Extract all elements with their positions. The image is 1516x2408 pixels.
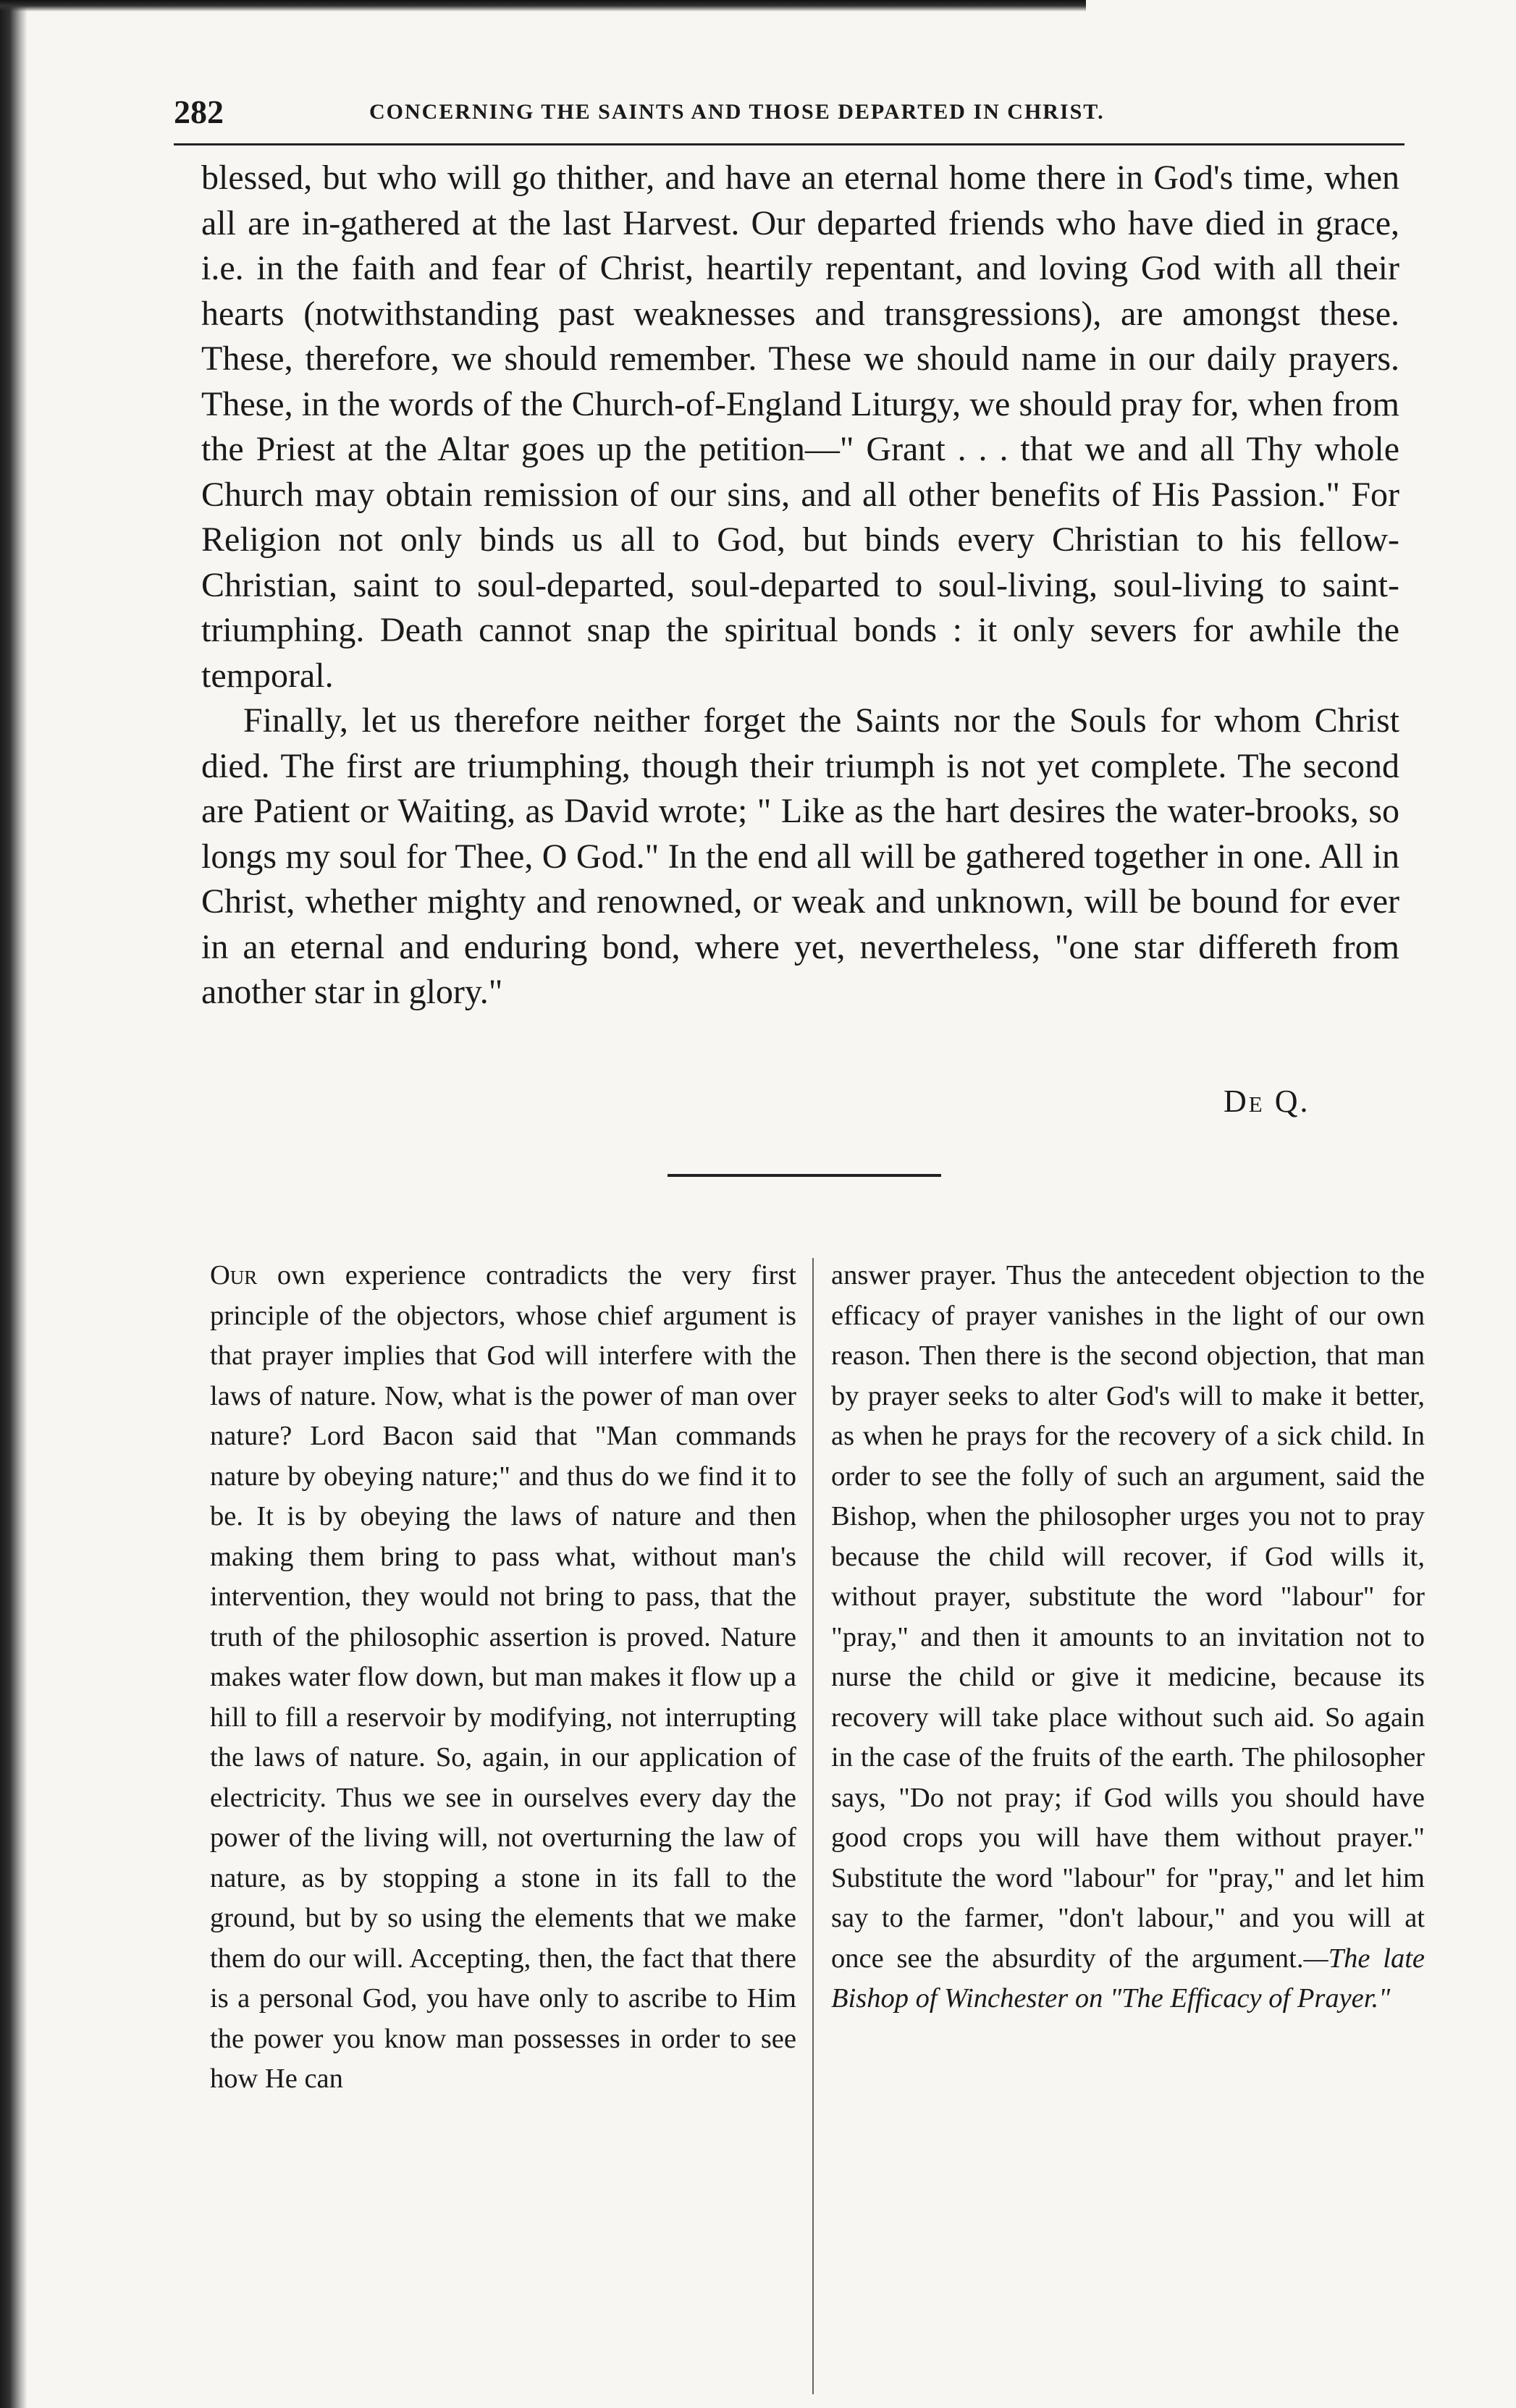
- section-separator: [668, 1174, 941, 1177]
- article-paragraph-1: blessed, but who will go thither, and have an eternal home there in God's time, when all are in-gathered at the last Harvest. Our departed friends who have died in grace, i.e. in the faith and fear of Christ, heartily repentant, and loving God with all their hearts (notwithstanding past weaknesses and transgressions), are amongst these. These, therefore, we should remember. These we should name in our daily prayers. These, in the words of the Church-of-England Liturgy, we should pray for, when from the Priest at the Altar goes up the petition—" Grant . . . that we and all Thy whole Church may obtain remission of our sins, and all other benefits of His Passion." For Religion not only binds us all to God, but binds every Christian to his fellow-Christian, saint to soul-departed, soul-departed to soul-living, soul-living to saint-triumphing. Death cannot snap the spiritual bonds : it only severs for awhile the temporal.: [201, 159, 1399, 695]
- extract-attribution: —The late Bishop of Winchester on "The Efficacy of Prayer.": [831, 1943, 1425, 2014]
- extract-right-column: [831, 1256, 1425, 2019]
- article-paragraph-2: Finally, let us therefore neither forget the Saints nor the Souls for whom Christ died. The first are triumphing, though their triumph is not yet complete. The second are Patient or Waiting, as David wrote; " Like as the hart desires the water-brooks, so longs my soul for Thee, O God." In the end all will be gathered together in one. All in Christ, whether mighty and renowned, or weak and unknown, will be bound for ever in an eternal and enduring bond, where yet, nevertheless, "one star differeth from another star in glory.": [201, 701, 1399, 1011]
- page-header: [174, 85, 1405, 145]
- page-number: 282: [174, 93, 224, 130]
- column-divider: [812, 1258, 814, 2394]
- extract-left-text: own experience contradicts the very first principle of the objectors, whose chief argument is that prayer implies that God will interfere with the laws of nature. Now, what is the power of man over nature? Lord Bacon said that "Man commands nature by obeying nature;" and thus do we find it to be. It is by obeying the laws of nature and then making them bring to pass what, without man's intervention, they would not bring to pass, that the truth of the philosophic assertion is proved. Nature makes water flow down, but man makes it flow up a hill to fill a reservoir by modifying, not interrupting the laws of nature. So, again, in our application of electricity. Thus we see in ourselves every day the power of the living will, not overturning the law of nature, as by stopping a stone in its fall to the ground, but by so using the elements that we make them do our will. Accepting, then, the fact that there is a personal God, you have only to ascribe to Him the power you know man possesses in order to see how He can: [210, 1260, 797, 2094]
- running-head: CONCERNING THE SAINTS AND THOSE DEPARTED IN CHRIST.: [369, 100, 1105, 124]
- scan-edge-top: [0, 0, 1086, 12]
- author-signature: De Q.: [1224, 1083, 1310, 1119]
- scan-edge-left: [0, 0, 28, 2408]
- extract-first-word: Our: [210, 1260, 258, 1290]
- article-body: [201, 156, 1399, 1015]
- extract-left-column: [210, 1256, 796, 2100]
- extract-right-text: answer prayer. Thus the antecedent objection to the efficacy of prayer vanishes in the light of our own reason. Then there is the second objection, that man by prayer seeks to alter God's will to make it better, as when he prays for the recovery of a sick child. In order to see the folly of such an argument, said the Bishop, when the philosopher urges you not to pray because the child will recover, if God wills it, without prayer, substitute the word "labour" for "pray," and then it amounts to an invitation not to nurse the child or give it medicine, because its recovery will take place without such aid. So again in the case of the fruits of the earth. The philosopher says, "Do not pray; if God wills you should have good crops you will have them without prayer." Substitute the word "labour" for "pray," and let him say to the farmer, "don't labour," and you will at once see the absurdity of the argument.: [831, 1260, 1425, 1974]
